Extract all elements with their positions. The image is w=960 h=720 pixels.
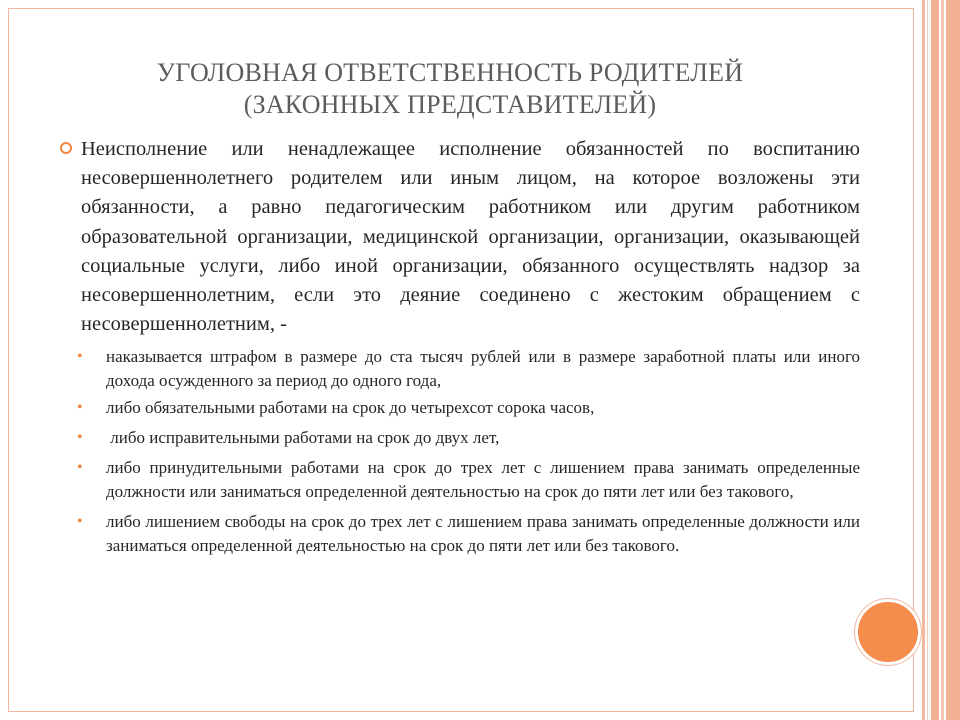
sub-point-text: либо принудительными работами на срок до трех лет с лишением права занимать определенные должности или заниматься определенной деятельностью на срок до пяти лет или без такового, <box>106 458 860 502</box>
decor-stripe <box>927 0 928 720</box>
sub-point <box>77 345 860 393</box>
decor-stripe <box>922 0 925 720</box>
main-point <box>60 135 860 339</box>
dot-bullet-icon: • <box>77 399 83 417</box>
sub-point <box>77 426 860 450</box>
title-line-2: (ЗАКОННЫХ ПРЕДСТАВИТЕЛЕЙ) <box>243 90 657 119</box>
main-point-text: Неисполнение или ненадлежащее исполнение обязанностей по воспитанию несовершеннолетнего родителем или иным лицом, на которое возложены эти обязанности, а равно педагогическим работником или другим работником образовательной организации, медицинской организации, организации, оказывающей социальные услуги, либо иной организации, обязанного осуществлять надзор за несовершеннолетним, если это деяние соединено с жестоким обращением с несовершеннолетним, - <box>81 138 860 336</box>
sub-point <box>77 456 860 504</box>
dot-bullet-icon: • <box>77 459 83 477</box>
sub-point-text: либо исправительными работами на срок до двух лет, <box>106 428 500 448</box>
ring-bullet-icon <box>60 142 72 154</box>
sub-point <box>77 396 860 420</box>
decor-stripe <box>946 0 960 720</box>
slide-content <box>60 135 860 561</box>
title-line-1: УГОЛОВНАЯ ОТВЕТСТВЕННОСТЬ РОДИТЕЛЕЙ <box>156 58 744 87</box>
sub-point-text: наказывается штрафом в размере до ста тысяч рублей или в размере заработной платы или иного дохода осужденного за период до одного года, <box>106 347 860 391</box>
dot-bullet-icon: • <box>77 513 83 531</box>
decor-circle <box>855 599 921 665</box>
sub-point-text: либо лишением свободы на срок до трех лет с лишением права занимать определенные должности или заниматься определенной деятельностью на срок до пяти лет или без такового. <box>106 512 860 556</box>
dot-bullet-icon: • <box>77 348 83 366</box>
decor-stripe <box>941 0 944 720</box>
dot-bullet-icon: • <box>77 429 83 447</box>
sub-point <box>77 510 860 558</box>
sub-point-text: либо обязательными работами на срок до четырехсот сорока часов, <box>106 398 595 418</box>
slide-title <box>60 57 840 121</box>
decor-stripe <box>931 0 939 720</box>
sub-point-list <box>60 345 860 558</box>
